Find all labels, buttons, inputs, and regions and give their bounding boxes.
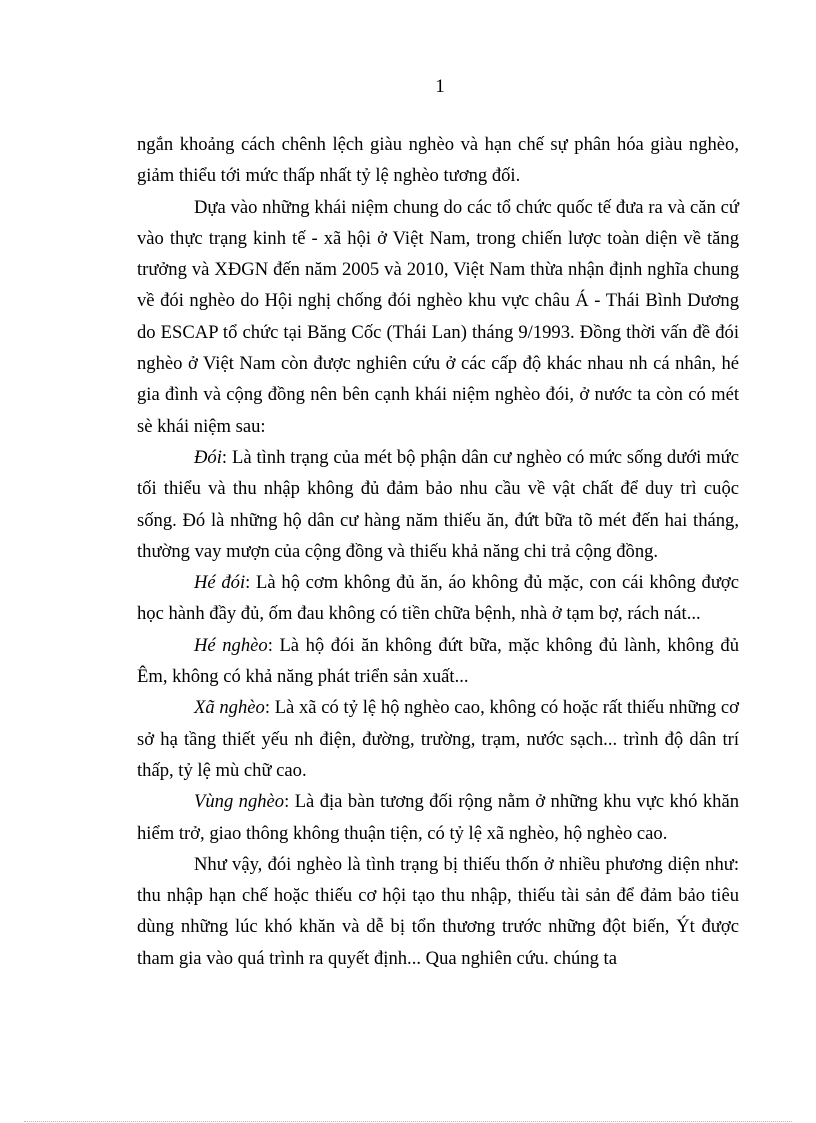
document-body: [137, 129, 739, 974]
paragraph-text: ngắn khoảng cách chênh lệch giàu nghèo và hạn chế sự phân hóa giàu nghèo, giảm thiểu tới mức thấp nhất tỷ lệ nghèo tương đối.: [137, 134, 739, 187]
definition-term: Hé đói: [194, 572, 246, 594]
definition-text: : Là xã có tỷ lệ hộ nghèo cao, không có hoặc rất thiếu những cơ sở hạ tầng thiết yếu nh điện, đường, trường, trạm, nước sạch... trình độ dân trí thấp, tỷ lệ mù chữ cao.: [137, 697, 739, 781]
definition-text: : Là tình trạng của mét bộ phận dân cư nghèo có mức sống dưới mức tối thiểu và thu nhập không đủ đảm bảo nhu cầu về vật chất để duy trì cuộc sống. Đó là những hộ dân cư hàng năm thiếu ăn, đứt bữa tõ mét đến hai tháng, thường vay mượn của cộng đồng và thiếu khả năng chi trả cộng đồng.: [137, 446, 739, 562]
definition-text: : Là hộ đói ăn không đứt bữa, mặc không đủ lành, không đủ Êm, không có khả năng phát triển sản xuất...: [137, 634, 739, 688]
definition-ho-doi: [137, 567, 739, 630]
definition-text: : Là địa bàn tương đối rộng nằm ở những khu vực khó khăn hiểm trở, giao thông không thuận tiện, có tỷ lệ xã nghèo, hộ nghèo cao.: [137, 791, 739, 844]
definition-text: : Là hộ cơm không đủ ăn, áo không đủ mặc, con cái không được học hành đầy đủ, ốm đau không có tiền chữa bệnh, nhà ở tạm bợ, rách nát...: [137, 572, 739, 625]
paragraph-definitions-intro: [137, 192, 739, 442]
definition-doi: [137, 442, 739, 567]
footer-divider: [24, 1121, 792, 1122]
definition-term: Hé nghèo: [194, 634, 268, 656]
paragraph-text: Như vậy, đói nghèo là tình trạng bị thiếu thốn ở nhiều phương diện như: thu nhập hạn chế hoặc thiếu cơ hội tạo thu nhập, thiếu tài sản để đảm bảo tiêu dùng những lúc khó khăn và dễ bị tổn thương trước những đột biến, Ýt được tham gia vào quá trình ra quyết định... Qua nghiên cứu. chúng ta: [137, 853, 739, 969]
page-number: 1: [435, 76, 445, 97]
paragraph-text: Dựa vào những khái niệm chung do các tổ chức quốc tế đưa ra và căn cứ vào thực trạng kinh tế - xã hội ở Việt Nam, trong chiến lược toàn diện về tăng trưởng và XĐGN đến năm 2005 và 2010, Việt Nam thừa nhận định nghĩa chung về đói nghèo do Hội nghị chống đói nghèo khu vực châu Á - Thái Bình Dương do ESCAP tổ chức tại Băng Cốc (Thái Lan) tháng 9/1993. Đồng thời vấn đề đói nghèo ở Việt Nam còn được nghiên cứu ở các cấp độ khác nhau nh cá nhân, hé gia đình và cộng đồng nên bên cạnh khái niệm nghèo đói, ở nước ta còn có mét sè khái niệm sau:: [137, 196, 739, 437]
definition-ho-ngheo: [137, 630, 739, 693]
paragraph-continuation: [137, 129, 739, 192]
definition-term: Vùng nghèo: [194, 791, 285, 813]
definition-xa-ngheo: [137, 692, 739, 786]
definition-term: Xã nghèo: [194, 697, 265, 719]
definition-term: Đói: [194, 446, 222, 468]
definition-vung-ngheo: [137, 786, 739, 849]
paragraph-conclusion: [137, 849, 739, 974]
